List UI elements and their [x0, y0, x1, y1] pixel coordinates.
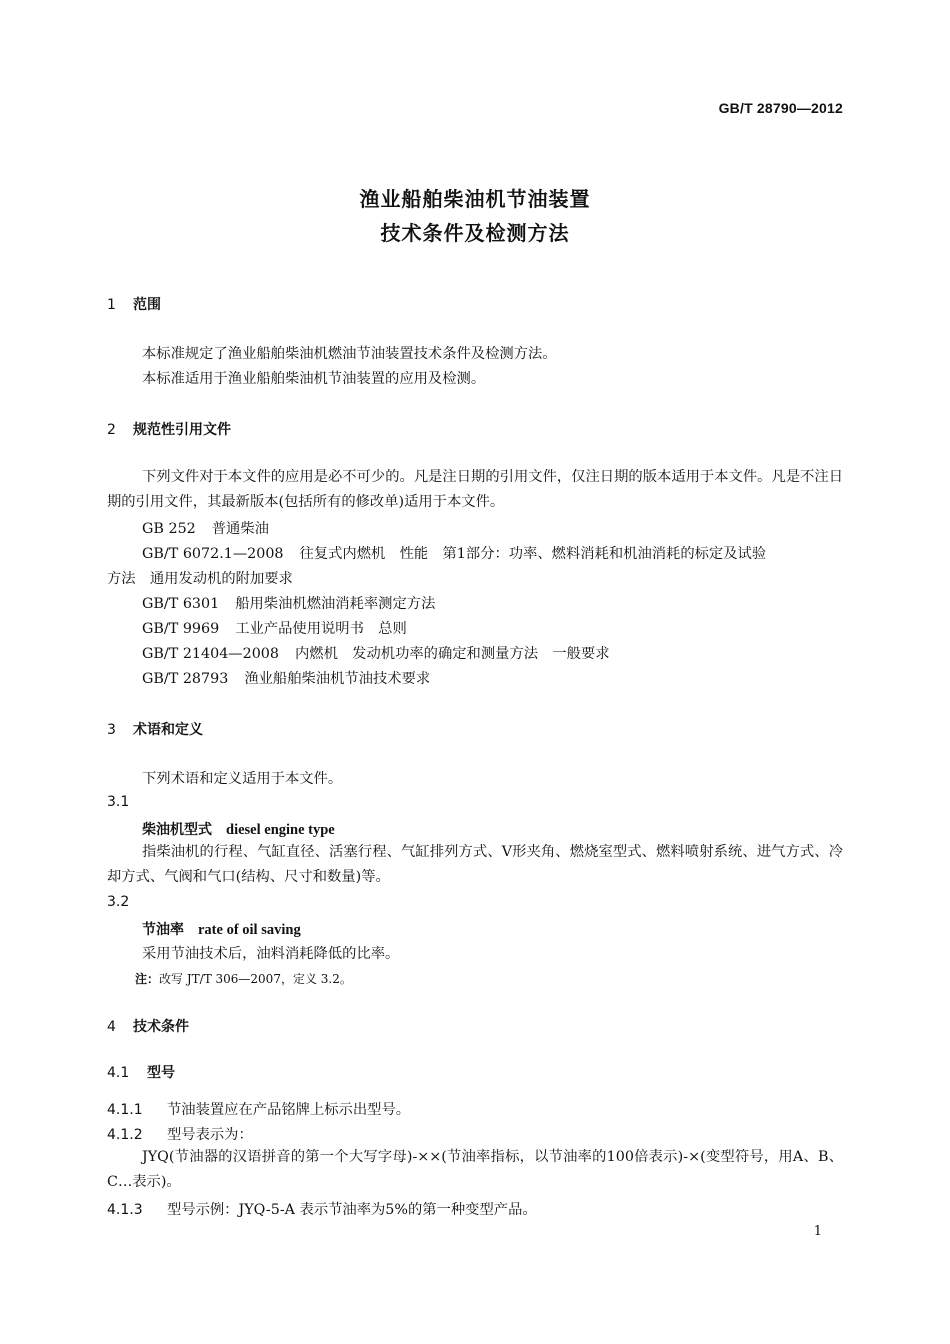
section-1-heading	[107, 294, 161, 314]
term-zh: 柴油机型式	[142, 822, 212, 838]
section-3-heading	[107, 719, 203, 739]
section-title: 范围	[133, 297, 161, 313]
page-number: 1	[813, 1224, 822, 1239]
term-heading	[142, 819, 335, 839]
reference-title: 工业产品使用说明书 总则	[235, 621, 407, 637]
section-number: 2	[107, 422, 116, 438]
term-en: rate of oil saving	[198, 922, 301, 938]
clause-text: 节油装置应在产品铭牌上标示出型号。	[167, 1102, 411, 1118]
term-definition: 采用节油技术后，油料消耗降低的比率。	[142, 946, 400, 962]
document-title-line-2: 技术条件及检测方法	[380, 221, 570, 245]
section-number: 1	[107, 297, 116, 313]
subsection-4-1-heading	[107, 1062, 175, 1082]
paragraph: 下列术语和定义适用于本文件。	[142, 771, 343, 787]
clause-item	[107, 1099, 410, 1119]
paragraph: 本标准规定了渔业船舶柴油机燃油节油装置技术条件及检测方法。	[142, 346, 557, 362]
term-en: diesel engine type	[226, 822, 335, 838]
reference-title: 渔业船舶柴油机节油技术要求	[244, 671, 431, 687]
reference-code: GB 252	[142, 521, 196, 537]
reference-item	[142, 618, 407, 638]
reference-item	[142, 643, 610, 663]
subsection-number: 4.1	[107, 1065, 130, 1081]
term-definition: 指柴油机的行程、气缸直径、活塞行程、气缸排列方式、V形夹角、燃烧室型式、燃料喷射系统、进气方式、冷却方式、气阀和气口(结构、尺寸和数量)等。	[107, 844, 843, 885]
reference-title: 船用柴油机燃油消耗率测定方法	[235, 596, 436, 612]
standard-number: GB/T 28790—2012	[718, 100, 843, 116]
section-title: 术语和定义	[133, 722, 203, 738]
clause-item	[107, 1199, 537, 1219]
reference-title: 往复式内燃机 性能 第1部分：功率、燃料消耗和机油消耗的标定及试验	[299, 546, 767, 562]
term-number: 3.1	[107, 794, 130, 810]
section-title: 技术条件	[133, 1019, 189, 1035]
reference-item-continuation: 方法 通用发动机的附加要求	[107, 571, 293, 587]
note-text: 改写 JT/T 306—2007，定义 3.2。	[159, 972, 352, 986]
reference-item	[142, 593, 435, 613]
section-4-heading	[107, 1016, 189, 1036]
term-number: 3.2	[107, 894, 130, 910]
term-heading	[142, 919, 301, 939]
clause-item	[107, 1124, 253, 1144]
section-number: 4	[107, 1019, 116, 1035]
reference-item	[142, 543, 766, 563]
reference-title: 内燃机 发动机功率的确定和测量方法 一般要求	[295, 646, 610, 662]
document-title-line-1: 渔业船舶柴油机节油装置	[359, 187, 591, 211]
reference-item	[142, 668, 430, 688]
reference-code: GB/T 6301	[142, 596, 220, 612]
clause-number: 4.1.1	[107, 1102, 143, 1118]
clause-number: 4.1.2	[107, 1127, 143, 1143]
model-format-description: JYQ(节油器的汉语拼音的第一个大写字母)-××(节油率指标，以节油率的100倍表示)-×(变型符号，用A、B、C…表示)。	[107, 1149, 843, 1190]
reference-code: GB/T 21404—2008	[142, 646, 279, 662]
clause-text: 型号示例：JYQ-5-A 表示节油率为5%的第一种变型产品。	[167, 1202, 537, 1218]
clause-text: 型号表示为：	[167, 1127, 253, 1143]
term-note	[135, 970, 352, 987]
section-number: 3	[107, 722, 116, 738]
reference-title: 普通柴油	[211, 521, 269, 537]
reference-item	[142, 518, 269, 538]
paragraph: 本标准适用于渔业船舶柴油机节油装置的应用及检测。	[142, 371, 486, 387]
section-2-heading	[107, 419, 231, 439]
reference-code: GB/T 6072.1—2008	[142, 546, 284, 562]
normative-references-intro: 下列文件对于本文件的应用是必不可少的。凡是注日期的引用文件，仅注日期的版本适用于本文件。凡是不注日期的引用文件，其最新版本(包括所有的修改单)适用于本文件。	[107, 469, 843, 510]
note-label: 注：	[135, 972, 160, 986]
section-title: 规范性引用文件	[133, 422, 231, 438]
term-zh: 节油率	[142, 922, 184, 938]
reference-code: GB/T 28793	[142, 671, 229, 687]
reference-code: GB/T 9969	[142, 621, 220, 637]
clause-number: 4.1.3	[107, 1202, 143, 1218]
subsection-title: 型号	[147, 1065, 175, 1081]
